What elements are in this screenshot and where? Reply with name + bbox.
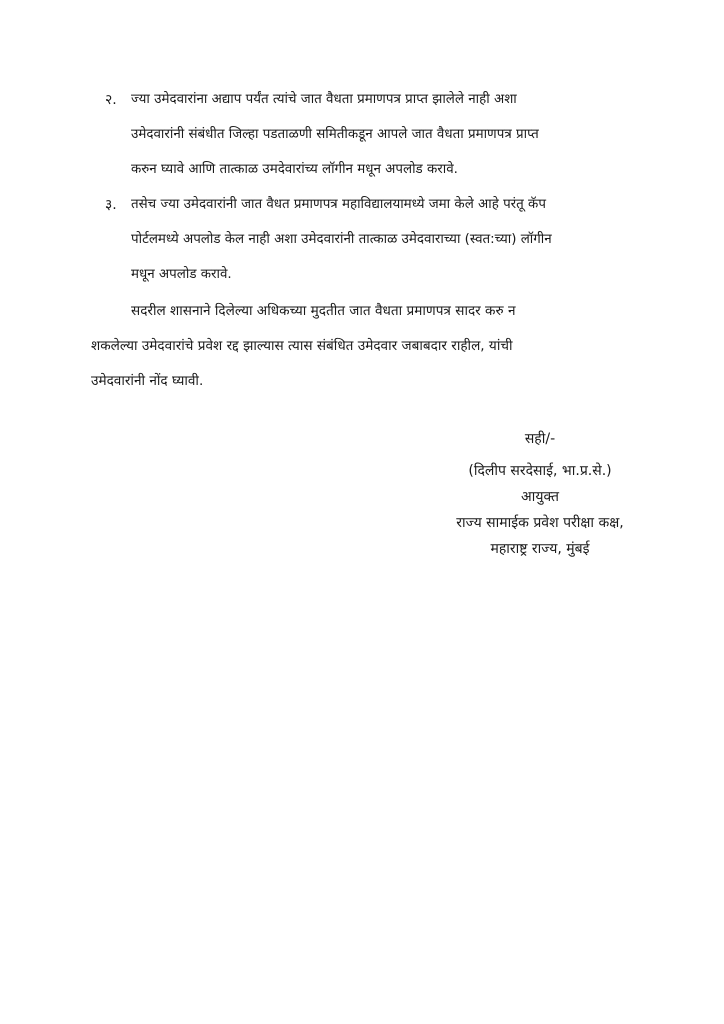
signature-designation: आयुक्त [521,489,559,505]
item-line: ज्या उमेदवारांना अद्याप पर्यंत त्यांचे जात वैधता प्रमाणपत्र प्राप्त झालेले नाही अशा [131,92,517,107]
signature-name: (दिलीप सरदेसाई, भा.प्र.से.) [468,463,612,479]
item-number: ३. [105,197,117,213]
paragraph-line: उमेदवारांनी नोंद घ्यावी. [91,373,204,389]
signature-office: राज्य सामाईक प्रवेश परीक्षा कक्ष, [456,515,624,531]
item-line: उमेदवारांनी संबंधीत जिल्हा पडताळणी समितीकडून आपले जात वैधता प्रमाणपत्र प्राप्त [131,127,539,142]
item-line: मधून अपलोड करावे. [131,267,232,282]
paragraph-line: शकलेल्या उमेदवारांचे प्रवेश रद्द झाल्यास त्यास संबंधित उमेदवार जबाबदार राहील, यांची [91,338,513,354]
item-line: तसेच ज्या उमेदवारांनी जात वैधत प्रमाणपत्र महाविद्यालयामध्ये जमा केले आहे परंतू कॅप [131,197,546,212]
signature-signed: सही/- [524,431,556,447]
signature-location: महाराष्ट्र राज्य, मुंबई [490,541,590,557]
paragraph-line: सदरील शासनाने दिलेल्या अधिकच्या मुदतीत जात वैधता प्रमाणपत्र सादर करु न [131,303,516,319]
item-number: २. [105,92,117,108]
item-line: पोर्टलमध्ये अपलोड केल नाही अशा उमेदवारांनी तात्काळ उमेदवाराच्या (स्वत:च्या) लॉगीन [131,232,552,247]
item-line: करुन घ्यावे आणि तात्काळ उमदेवारांच्य लॉगीन मधून अपलोड करावे. [131,162,458,177]
